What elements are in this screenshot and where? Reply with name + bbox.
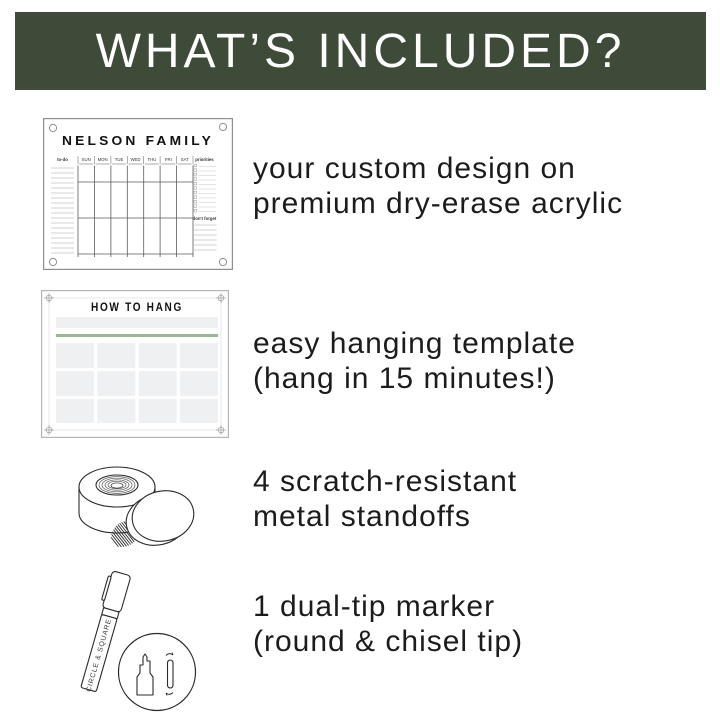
svg-text:SAT: SAT <box>180 157 189 162</box>
caption-line: 1 dual-tip marker <box>253 590 496 623</box>
green-level-line <box>56 334 218 337</box>
hang-template-title: HOW TO HANG <box>91 300 183 314</box>
marker-brand-text: CIRCLE & SQUARE <box>85 617 114 693</box>
caption-custom-design <box>253 151 623 221</box>
caption-marker <box>253 589 523 659</box>
dont-forget-label: don't forget <box>192 216 217 221</box>
hanging-template-preview <box>41 290 229 438</box>
calendar-title: NELSON FAMILY <box>62 133 214 148</box>
svg-text:THU: THU <box>147 157 157 162</box>
caption-line: metal standoffs <box>253 500 471 533</box>
page-title: WHAT’S INCLUDED? <box>95 24 626 78</box>
svg-text:MON: MON <box>97 157 108 162</box>
tip-detail-circle <box>119 634 196 711</box>
caption-line: easy hanging template <box>253 327 576 360</box>
nelson-calendar-svg <box>43 118 233 270</box>
caption-line: your custom design on <box>253 152 576 185</box>
caption-standoffs <box>253 464 517 534</box>
caption-line: (hang in 15 minutes!) <box>253 362 556 395</box>
marker-illustration <box>72 568 202 716</box>
svg-text:TUE: TUE <box>114 157 124 162</box>
svg-text:SUN: SUN <box>81 157 91 162</box>
calendar-preview <box>43 118 233 270</box>
caption-line: 4 scratch-resistant <box>253 465 518 498</box>
todo-label: to-do <box>57 157 68 162</box>
caption-line: (round & chisel tip) <box>253 625 524 658</box>
standoffs-svg <box>63 452 198 560</box>
standoffs-illustration <box>63 452 198 560</box>
svg-text:FRI: FRI <box>164 157 172 162</box>
svg-text:WED: WED <box>130 157 141 162</box>
hang-template-svg <box>41 290 229 438</box>
priorities-label: priorities <box>195 157 214 162</box>
header-banner <box>15 12 706 90</box>
marker-svg <box>72 568 202 716</box>
caption-hanging-template <box>253 326 576 396</box>
caption-line: premium dry-erase acrylic <box>253 187 624 220</box>
instruction-bar <box>56 317 218 328</box>
